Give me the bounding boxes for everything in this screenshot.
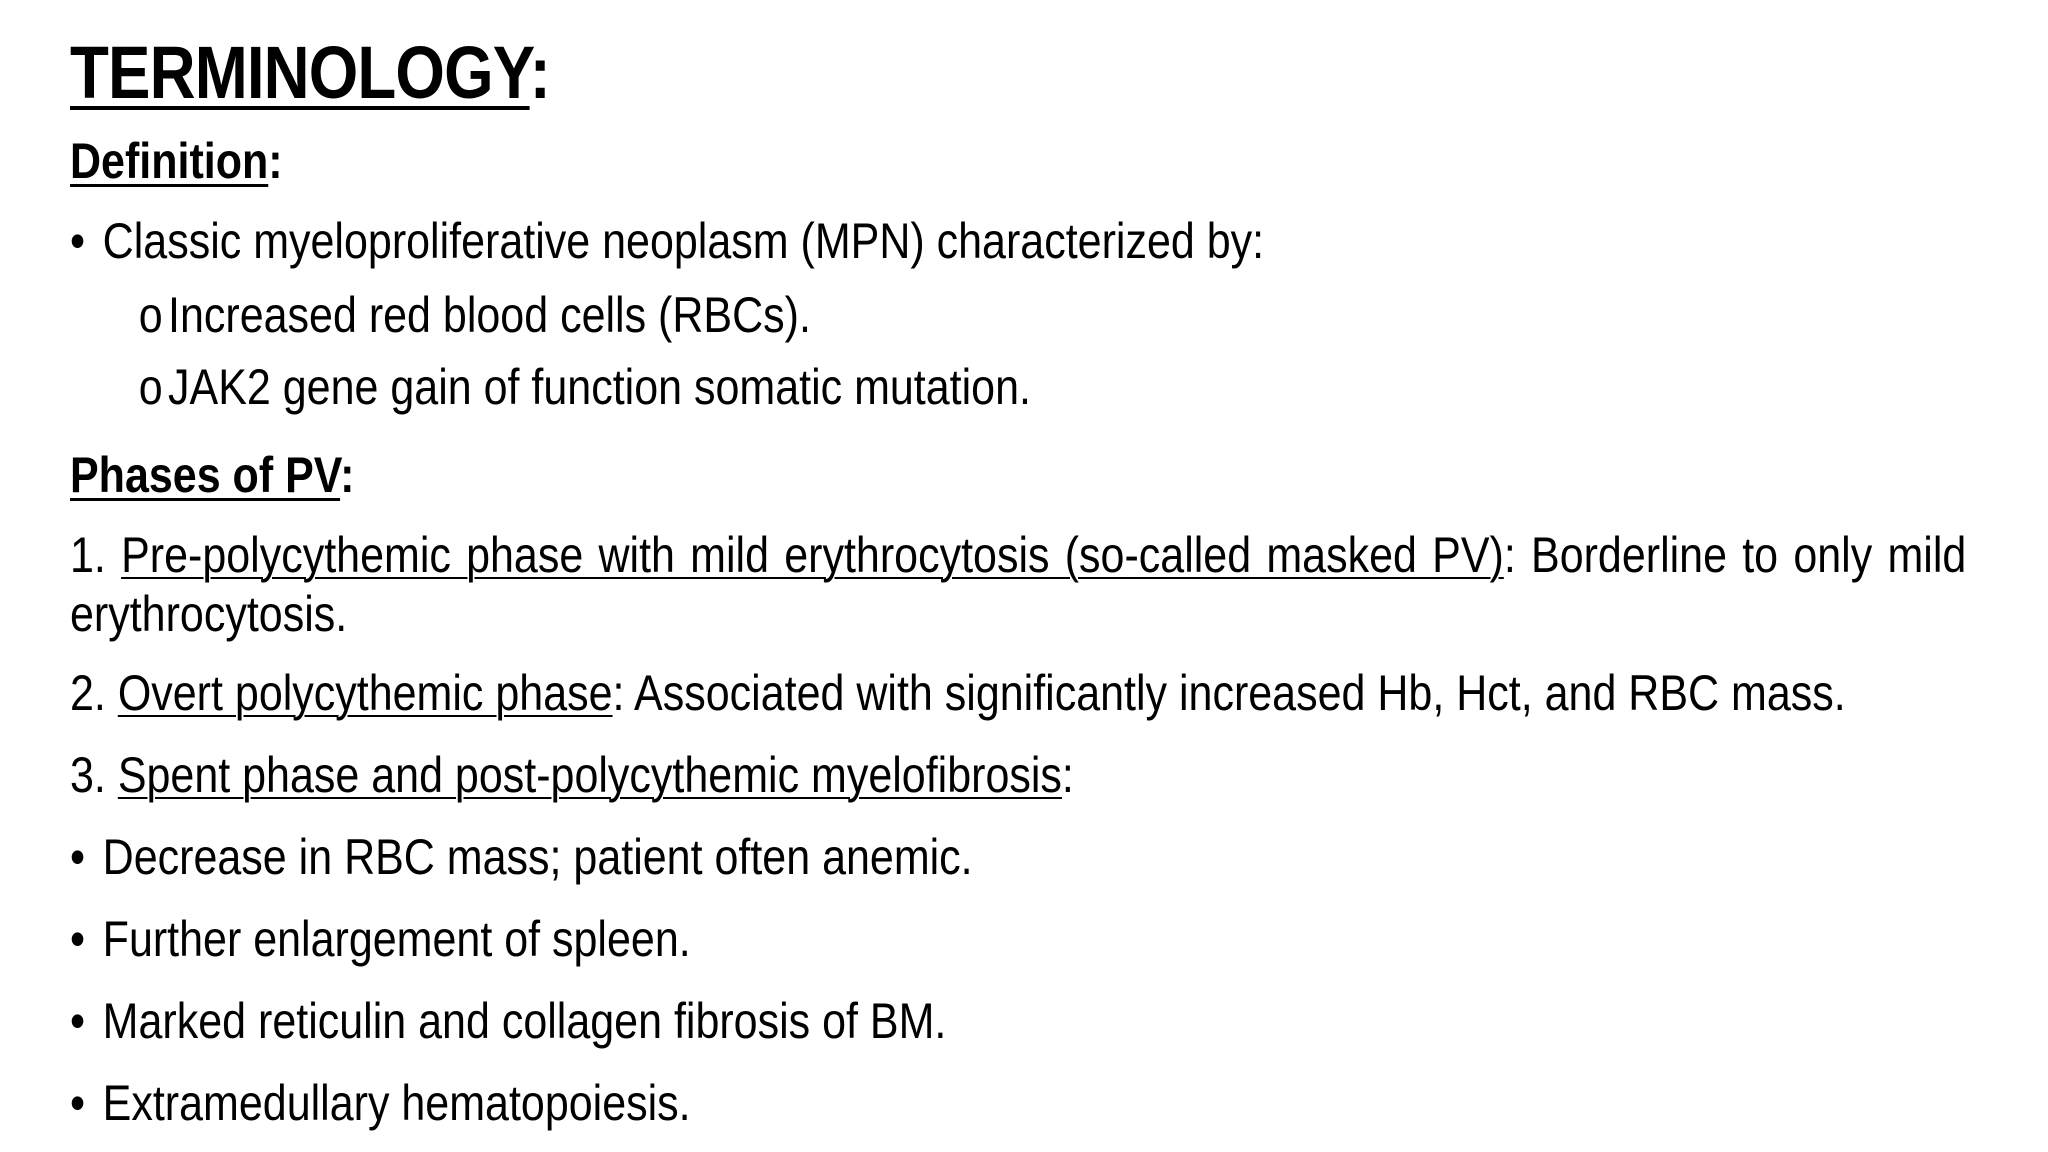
bullet-marker: • [70,911,86,967]
title-text: TERMINOLOGY [70,31,530,114]
phase-number: 2. [70,665,106,721]
phase-item-2 [70,665,1846,721]
phase-item-1 [70,526,1966,644]
phase-term: Overt polycythemic phase [117,665,613,721]
phases-heading-colon: : [340,447,355,503]
phase-description: : [1061,747,1074,803]
phase-number: 3. [70,747,106,803]
bullet-marker: • [70,829,86,885]
definition-subitem-2 [70,359,1747,415]
definition-heading-text: Definition [70,133,269,189]
slide-content [70,31,1967,1131]
phases-heading-text: Phases of PV [70,447,341,503]
bullet-marker: • [70,993,86,1049]
definition-subitem-text: Increased red blood cells (RBCs). [168,287,811,343]
definition-bullet [70,213,1747,269]
phase-bullet-1 [70,829,1747,885]
definition-heading-colon: : [268,133,283,189]
phase-item-3 [70,747,1747,803]
sub-marker: o [138,287,163,343]
definition-heading [70,133,1747,189]
phase-term: Pre-polycythemic phase with mild erythrocytosis (so-called masked PV) [121,527,1504,583]
phase-bullet-text: Further enlargement of spleen. [102,911,691,967]
bullet-marker: • [70,1075,86,1131]
definition-subitem-text: JAK2 gene gain of function somatic mutation. [168,359,1031,415]
phase-term: Spent phase and post-polycythemic myelofibrosis [117,747,1062,803]
phase-description: : Associated with significantly increased Hb, Hct, and RBC mass. [612,665,1846,721]
phase-bullet-text: Decrease in RBC mass; patient often anemic. [102,829,973,885]
phase-bullet-3 [70,993,1747,1049]
phase-number: 1. [70,527,106,583]
phase-bullet-2 [70,911,1747,967]
phase-description: : Borderline to only mild erythrocytosis. [70,527,1967,642]
title-colon: : [529,31,550,114]
page-title [70,31,1747,114]
phase-bullet-4 [70,1075,1747,1131]
phase-bullet-text: Extramedullary hematopoiesis. [102,1075,691,1131]
phase-bullet-text: Marked reticulin and collagen fibrosis of BM. [102,993,947,1049]
bullet-marker: • [70,213,86,269]
phases-heading [70,447,1747,503]
definition-subitem-1 [70,287,1747,343]
sub-marker: o [138,359,163,415]
definition-bullet-text: Classic myeloproliferative neoplasm (MPN) characterized by: [102,213,1265,269]
